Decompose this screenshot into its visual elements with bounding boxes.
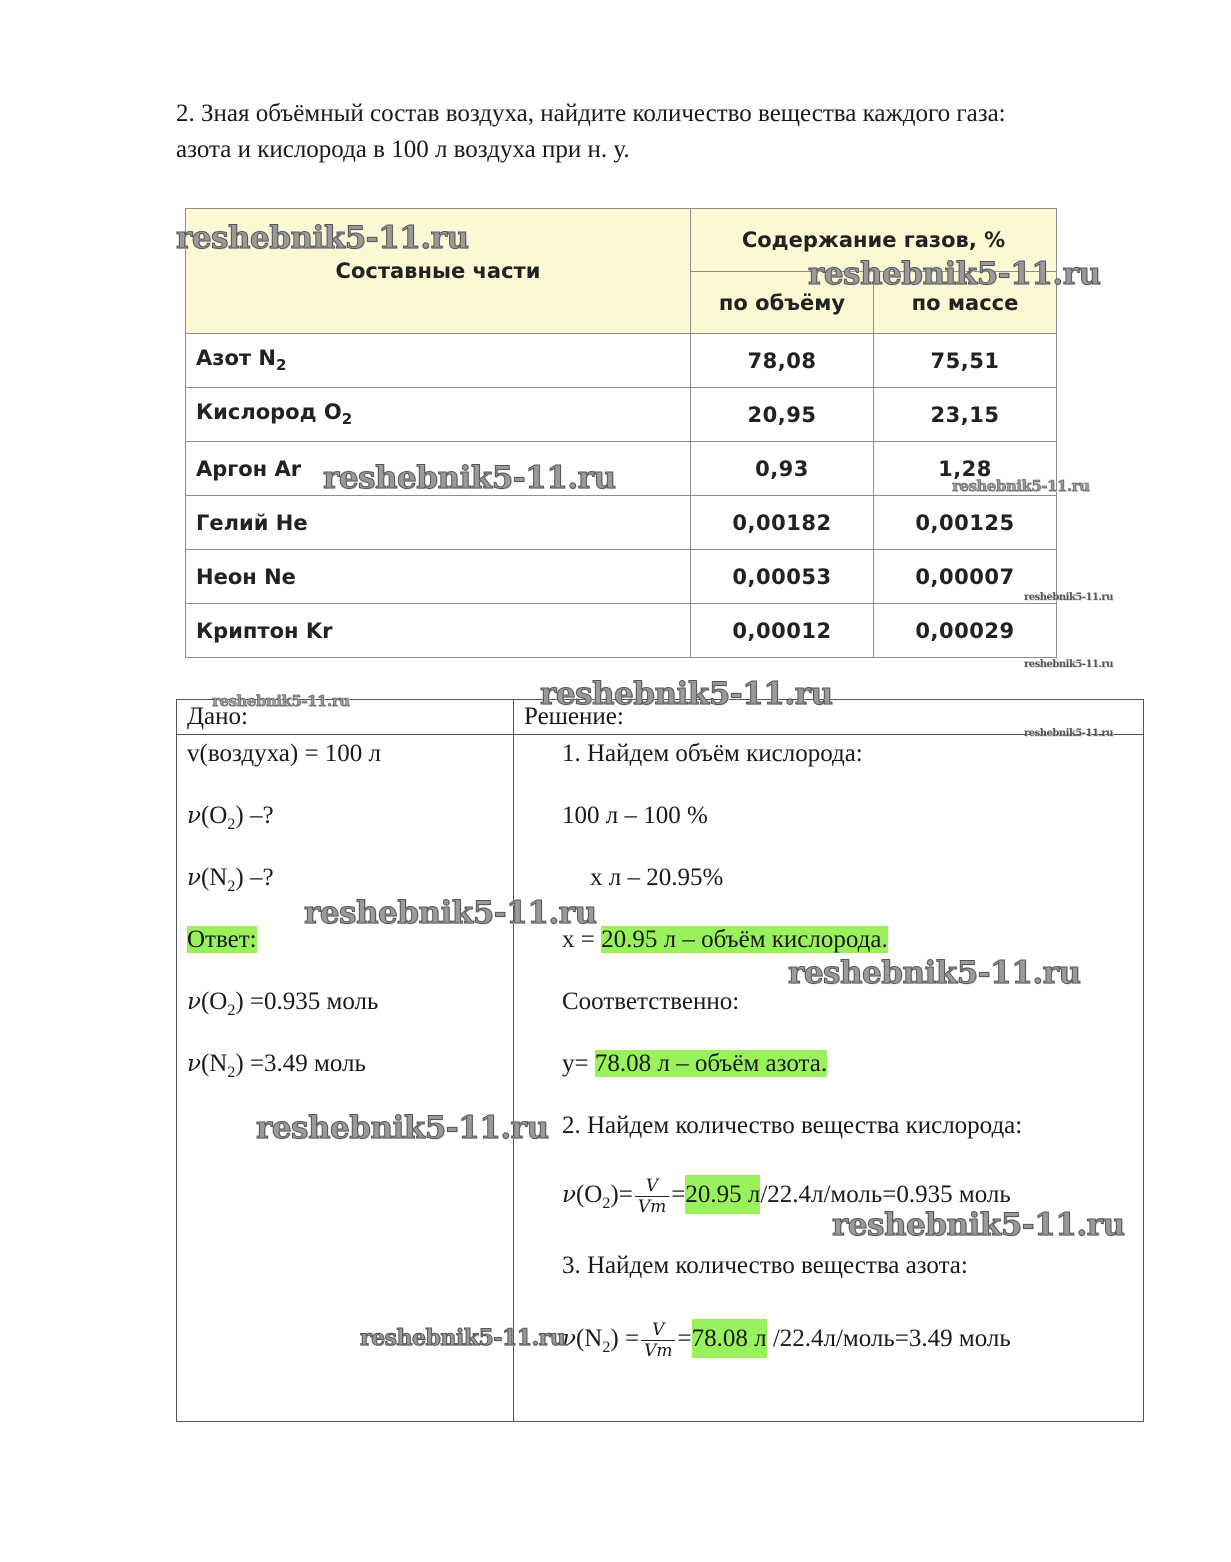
- gas-volume: 0,00053: [691, 550, 874, 604]
- gas-mass: 0,00029: [874, 604, 1057, 658]
- table-row: [186, 550, 1057, 604]
- table-row: [186, 442, 1057, 496]
- table-row: [186, 388, 1057, 442]
- table-row: [186, 334, 1057, 388]
- given-question-o2: $\nu(O_2)$ –?: [187, 802, 274, 833]
- watermark: reshebnik5-11.ru: [304, 895, 597, 931]
- solution-column: [514, 735, 1144, 1422]
- watermark: reshebnik5-11.ru: [808, 256, 1101, 292]
- gas-mass: 0,00125: [874, 496, 1057, 550]
- gas-name: Гелий He: [186, 496, 691, 550]
- header-gas-content: Содержание газов, %: [691, 209, 1057, 272]
- watermark: reshebnik5-11.ru: [323, 460, 616, 496]
- problem-statement: [176, 96, 1166, 168]
- table-row: [186, 604, 1057, 658]
- given-column: [177, 735, 514, 1422]
- header-parts: Составные части: [186, 209, 691, 334]
- gas-volume: 78,08: [691, 334, 874, 388]
- watermark: reshebnik5-11.ru: [1024, 659, 1113, 670]
- solution-header: Решение:: [514, 700, 1144, 735]
- nitrogen-moles-formula: $\nu(N_2)$ = $\frac{V}{Vm}$ =78.08 л /22.4л/моль=3.49 моль: [562, 1319, 1011, 1361]
- given-header: Дано:: [177, 700, 514, 735]
- gas-name: Аргон Ar: [186, 442, 691, 496]
- answer-label: Ответ:: [187, 926, 257, 953]
- watermark: reshebnik5-11.ru: [176, 220, 469, 256]
- watermark: reshebnik5-11.ru: [1024, 728, 1113, 739]
- gas-volume: 20,95: [691, 388, 874, 442]
- table-row: [186, 496, 1057, 550]
- watermark: reshebnik5-11.ru: [788, 955, 1081, 991]
- step-3-title: 3. Найдем количество вещества азота:: [562, 1252, 968, 1279]
- gas-mass: 23,15: [874, 388, 1057, 442]
- proportion-line-2: х л – 20.95%: [590, 864, 724, 891]
- watermark: reshebnik5-11.ru: [952, 477, 1090, 495]
- watermark: reshebnik5-11.ru: [360, 1325, 566, 1351]
- header-by-volume: по объёму: [691, 272, 874, 334]
- oxygen-moles-formula: $\nu(O_2)=$ $\frac{V}{Vm}$ =20.95 л/22.4л/моль=0.935 моль: [562, 1175, 1011, 1217]
- watermark: reshebnik5-11.ru: [212, 692, 350, 710]
- watermark: reshebnik5-11.ru: [540, 676, 833, 712]
- problem-line-2: азота и кислорода в 100 л воздуха при н. у.: [176, 136, 630, 163]
- fraction-v-over-vm: $\frac{V}{Vm}$: [641, 1320, 675, 1361]
- gas-volume: 0,93: [691, 442, 874, 496]
- correspondingly-text: Соответственно:: [562, 988, 740, 1015]
- answer-o2: $\nu(O_2) =0.935$ моль: [187, 988, 379, 1019]
- header-by-mass: по массе: [874, 272, 1057, 334]
- watermark: reshebnik5-11.ru: [256, 1110, 549, 1146]
- answer-n2: $\nu(N_2) =3.49$ моль: [187, 1050, 366, 1081]
- gas-name: Азот $N_2$: [186, 334, 691, 388]
- gas-mass: 75,51: [874, 334, 1057, 388]
- watermark: reshebnik5-11.ru: [832, 1207, 1125, 1243]
- fraction-v-over-vm: $\frac{V}{Vm}$: [635, 1176, 669, 1217]
- gas-volume: 0,00182: [691, 496, 874, 550]
- proportion-line-1: 100 л – 100 %: [562, 802, 708, 829]
- step-2-title: 2. Найдем количество вещества кислорода:: [562, 1112, 1023, 1139]
- given-air-volume: v(воздуха) = 100 л: [187, 740, 382, 767]
- gas-name: Кислород $O_2$: [186, 388, 691, 442]
- gas-name: Неон Ne: [186, 550, 691, 604]
- nitrogen-volume-result: y= 78.08 л – объём азота.: [562, 1050, 828, 1077]
- solution-table: [176, 699, 1144, 1422]
- given-question-n2: $\nu(N_2)$ –?: [187, 864, 274, 895]
- step-1-title: 1. Найдем объём кислорода:: [562, 740, 863, 767]
- gas-mass: 1,28: [874, 442, 1057, 496]
- oxygen-volume-result: х = 20.95 л – объём кислорода.: [562, 926, 888, 953]
- watermark: reshebnik5-11.ru: [1024, 592, 1113, 603]
- gas-name: Криптон Kr: [186, 604, 691, 658]
- problem-line-1: 2. Зная объёмный состав воздуха, найдите количество вещества каждого газа:: [176, 100, 1006, 127]
- gas-volume: 0,00012: [691, 604, 874, 658]
- gas-mass: 0,00007: [874, 550, 1057, 604]
